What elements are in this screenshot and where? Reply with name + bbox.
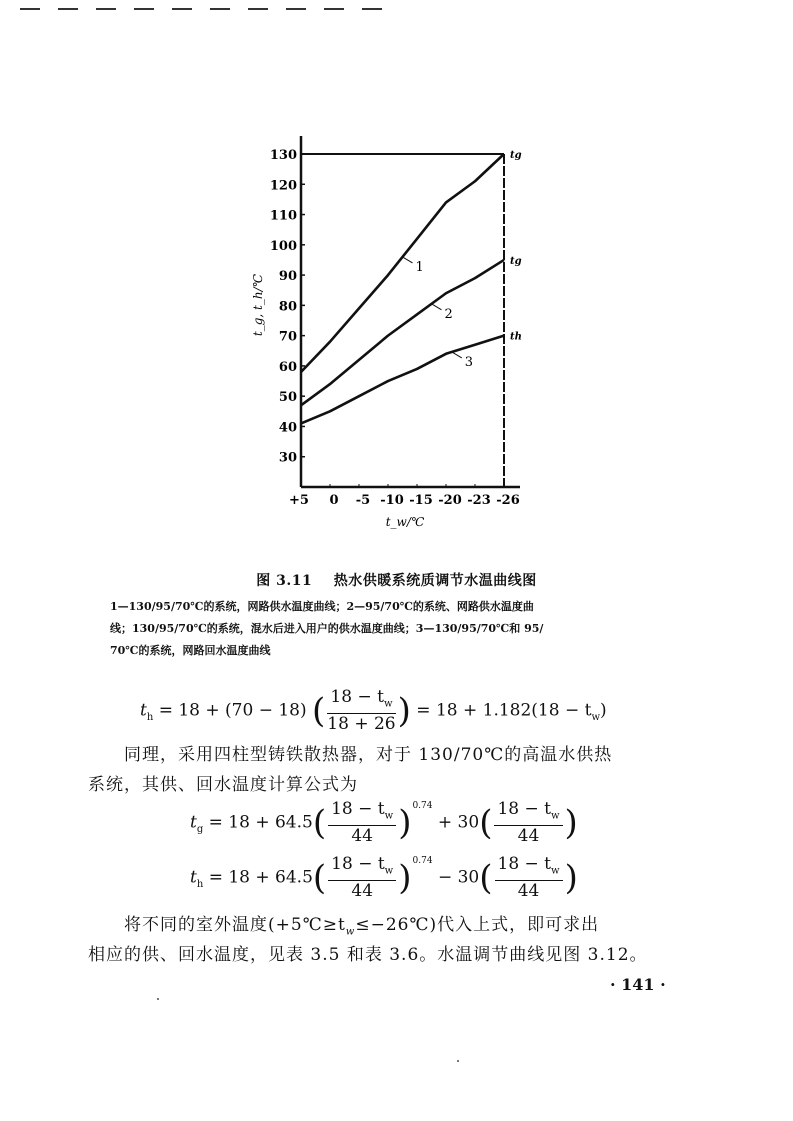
- fraction: [328, 800, 396, 846]
- scan-speck: [457, 1060, 459, 1062]
- left-paren: (: [312, 691, 326, 732]
- series-end-label: tg: [510, 150, 522, 161]
- left-paren: (: [312, 858, 327, 899]
- y-tick-label: 90: [278, 269, 297, 285]
- figure-title: 热水供暖系统质调节水温曲线图: [333, 573, 537, 589]
- eq-lhs: t: [190, 812, 197, 833]
- eq-part: = 18 + 64.5: [208, 867, 313, 888]
- fraction: [495, 855, 563, 901]
- water-temperature-chart: [240, 130, 550, 550]
- eq-part: = 18 + 1.182(18 − t: [416, 700, 592, 721]
- num-sub: w: [551, 865, 560, 877]
- eq-lhs: t: [190, 867, 197, 888]
- fraction: [494, 800, 562, 846]
- paragraph-line: [124, 910, 599, 937]
- num-sub: w: [550, 810, 560, 822]
- denominator: 44: [351, 881, 374, 902]
- text-span: ≤−26℃)代入上式，即可求出: [355, 915, 600, 935]
- num-sub: w: [383, 698, 393, 710]
- eq-lhs-sub: g: [196, 824, 204, 836]
- series-leader-1: [403, 257, 413, 263]
- num-sub: w: [384, 865, 394, 877]
- x-tick-label: 0: [329, 493, 339, 508]
- equation-tg: [190, 800, 578, 846]
- series-line-2: [301, 260, 504, 405]
- y-tick-label: 130: [269, 148, 297, 163]
- series-line-1: [301, 154, 504, 372]
- left-paren: (: [479, 858, 493, 899]
- eq-part: ): [600, 700, 607, 721]
- fraction: [328, 855, 396, 901]
- chart-axes: [301, 136, 520, 487]
- series-end-label: tg: [510, 255, 522, 267]
- legend-line: 1—130/95/70℃的系统，网路供水温度曲线；2—95/70℃的系统、网路供水温度曲: [110, 600, 534, 613]
- x-tick-label: -15: [409, 493, 433, 508]
- x-tick-label: -23: [467, 493, 491, 508]
- denominator: 44: [517, 881, 540, 902]
- page-number: · 141 ·: [610, 975, 666, 994]
- figure-legend: [110, 596, 690, 662]
- numerator: 18 − t: [330, 687, 384, 707]
- fraction: [327, 688, 395, 734]
- exponent: 0.74: [412, 855, 433, 866]
- eq-part: = 18 + 64.5: [208, 812, 313, 833]
- num-sub: w: [384, 810, 394, 822]
- series-line-3: [301, 336, 504, 424]
- text-span: 将不同的室外温度(+5℃≥t: [124, 915, 346, 935]
- y-tick-label: 40: [278, 420, 297, 436]
- y-tick-label: 120: [269, 178, 297, 194]
- scan-dash-artifact: [0, 2, 400, 14]
- y-tick-label: 30: [278, 450, 297, 466]
- numerator: 18 − t: [497, 854, 552, 874]
- eq-part: − 30: [437, 867, 480, 888]
- eq-part: = 18 + (70 − 18): [158, 700, 307, 721]
- numerator: 18 − t: [331, 799, 385, 819]
- text-sub: w: [345, 926, 356, 938]
- right-paren: ): [564, 858, 578, 899]
- paragraph-line: 相应的供、回水温度，见表 3.5 和表 3.6。水温调节曲线见图 3.12。: [88, 945, 648, 965]
- y-tick-label: 60: [278, 359, 297, 375]
- legend-line: 线；130/95/70℃的系统，混水后进入用户的供水温度曲线；3—130/95/70℃和 95/: [110, 622, 544, 635]
- right-paren: ): [564, 803, 578, 844]
- y-axis-label: t_g, t_h/℃: [251, 273, 265, 337]
- x-axis-label: t_w/℃: [385, 515, 425, 529]
- eq-part: + 30: [437, 812, 480, 833]
- figure-number: 图 3.11: [256, 573, 313, 589]
- x-tick-label: -26: [496, 493, 520, 508]
- x-tick-label: +5: [289, 493, 309, 508]
- series-leader-2: [432, 304, 442, 310]
- numerator: 18 − t: [331, 854, 385, 874]
- series-leader-3: [452, 352, 462, 358]
- left-paren: (: [312, 803, 327, 844]
- legend-line: 70℃的系统，网路回水温度曲线: [110, 644, 271, 657]
- eq-lhs-sub: h: [146, 712, 154, 724]
- eq-sub: w: [591, 712, 601, 724]
- y-tick-label: 80: [278, 299, 297, 315]
- numerator: 18 − t: [497, 799, 551, 819]
- eq-lhs-sub: h: [196, 879, 204, 891]
- series-number-label: 2: [444, 306, 453, 322]
- x-tick-label: -20: [438, 493, 462, 508]
- paragraph-line: 系统，其供、回水温度计算公式为: [88, 775, 358, 795]
- figure-caption: [0, 570, 793, 590]
- right-paren: ): [397, 691, 411, 732]
- series-number-label: 1: [415, 259, 424, 275]
- paragraph-line: 同理，采用四柱型铸铁散热器，对于 130/70℃的高温水供热: [124, 745, 613, 765]
- y-tick-label: 110: [269, 208, 297, 224]
- series-end-label: th: [510, 331, 522, 343]
- right-paren: ): [398, 803, 412, 844]
- series-number-label: 3: [464, 354, 474, 370]
- exponent: 0.74: [412, 800, 433, 811]
- chart-series: [301, 150, 522, 423]
- left-paren: (: [479, 803, 493, 844]
- equation-th-linear: [140, 688, 607, 734]
- y-tick-label: 100: [269, 238, 297, 254]
- x-tick-label: -5: [355, 493, 371, 508]
- y-tick-label: 50: [278, 390, 297, 406]
- scan-speck: [157, 998, 159, 1000]
- denominator: 18 + 26: [327, 714, 396, 735]
- y-tick-label: 70: [278, 329, 297, 345]
- denominator: 44: [351, 826, 373, 847]
- x-tick-label: -10: [380, 493, 404, 508]
- denominator: 44: [517, 826, 540, 847]
- y-axis-ticks: [270, 148, 305, 466]
- equation-th: [190, 855, 578, 901]
- right-paren: ): [398, 858, 412, 899]
- eq-lhs: t: [140, 700, 147, 721]
